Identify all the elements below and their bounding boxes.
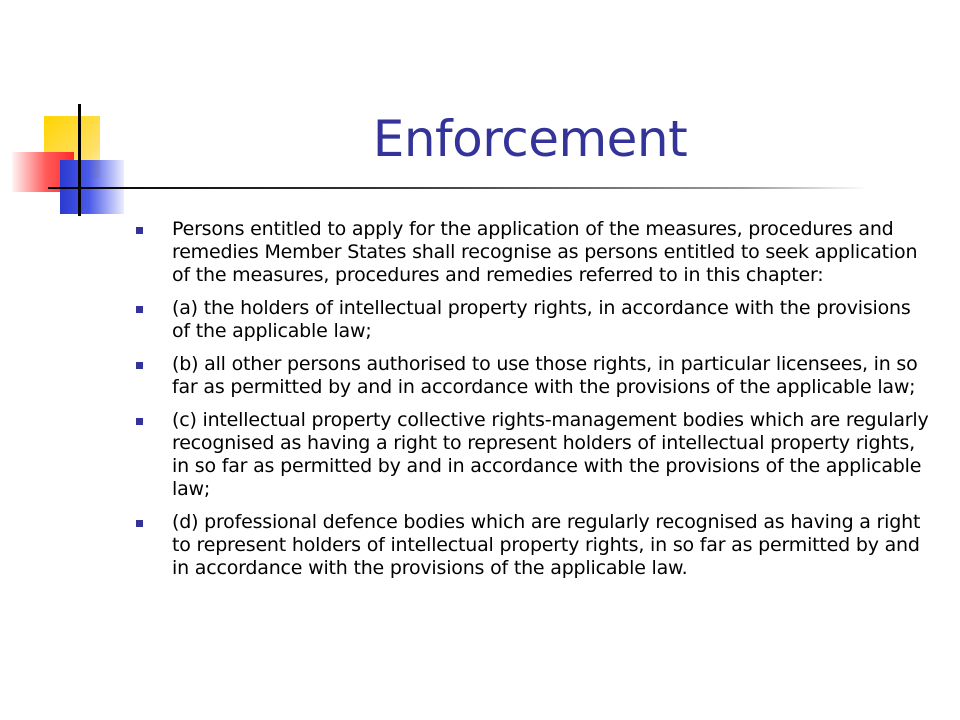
bullet-item (130, 297, 930, 343)
decorative-vertical-line (78, 104, 81, 216)
bullet-item (130, 511, 930, 580)
bullet-item (130, 353, 930, 399)
bullet-text: Persons entitled to apply for the application of the measures, procedures and remedies Member States shall recognise as persons entitled to seek application of the measures, procedures and remedies referred to in this chapter: (172, 218, 918, 286)
title-underline (48, 187, 868, 189)
square-bullet-icon (136, 306, 143, 313)
square-bullet-icon (136, 520, 143, 527)
bullet-text: (d) professional defence bodies which are regularly recognised as having a right to represent holders of intellectual property rights, in so far as permitted by and in accordance with the provisions of the applicable law. (172, 511, 921, 579)
bullet-text: (c) intellectual property collective rights-management bodies which are regularly recognised as having a right to represent holders of intellectual property rights, in so far as permitted by and in accordance with the provisions of the applicable law; (172, 409, 929, 500)
bullet-text: (a) the holders of intellectual property rights, in accordance with the provisions of the applicable law; (172, 297, 911, 342)
bullet-text: (b) all other persons authorised to use those rights, in particular licensees, in so far as permitted by and in accordance with the provisions of the applicable law; (172, 353, 918, 398)
bullet-list (130, 218, 930, 590)
square-bullet-icon (136, 362, 143, 369)
bullet-item (130, 218, 930, 287)
bullet-item (130, 409, 930, 501)
square-bullet-icon (136, 227, 143, 234)
slide-title: Enforcement (372, 110, 688, 168)
square-bullet-icon (136, 418, 143, 425)
